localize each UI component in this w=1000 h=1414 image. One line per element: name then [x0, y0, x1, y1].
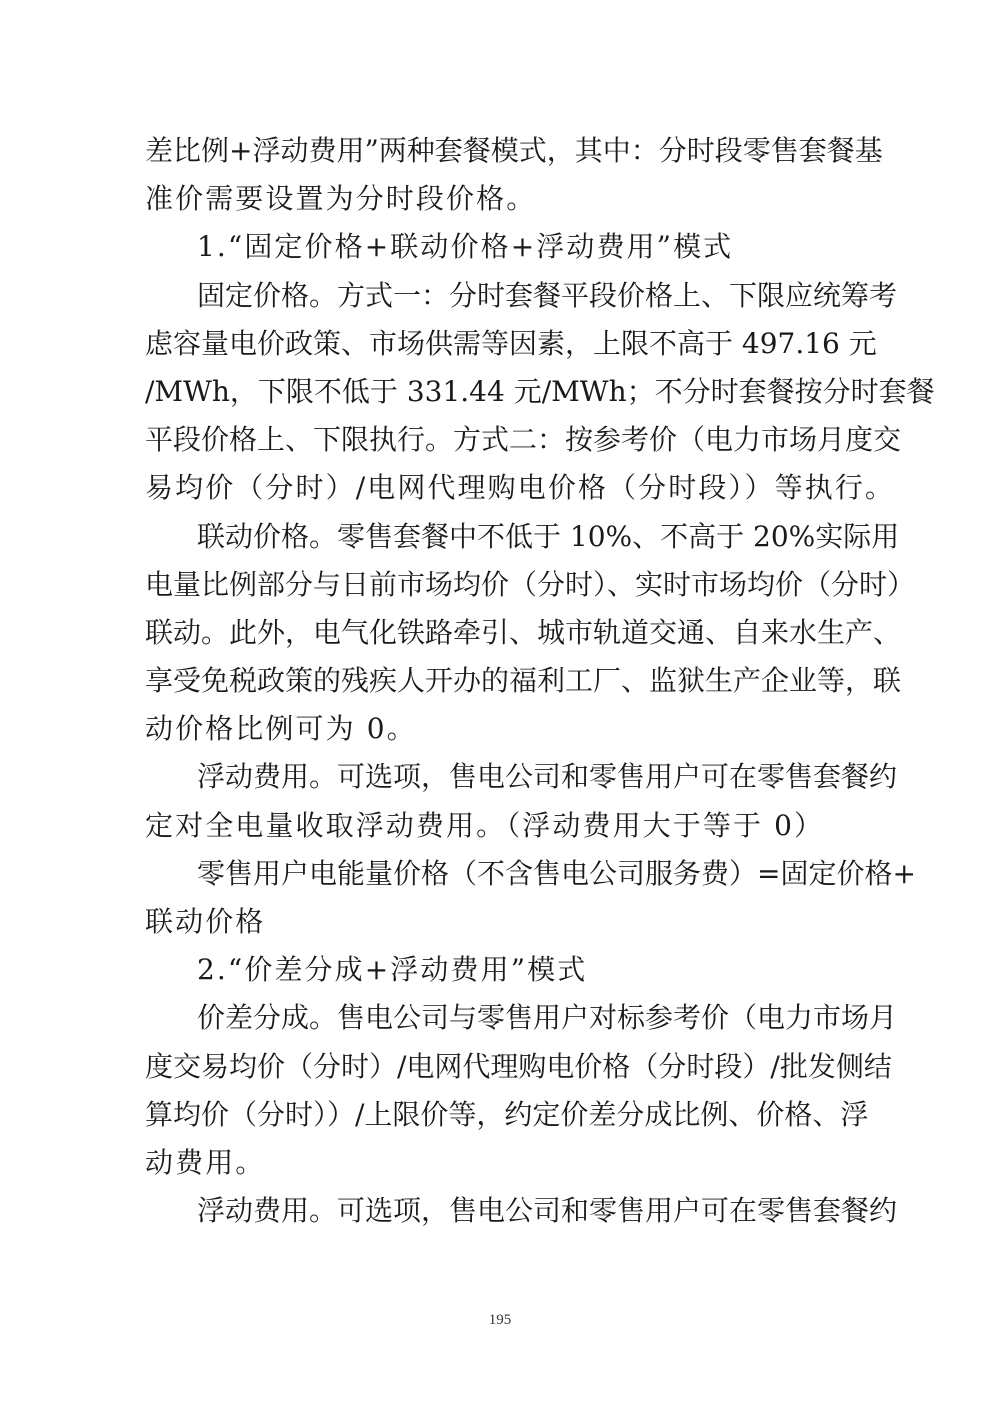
text-line: 动费用。: [145, 1145, 266, 1179]
text-line: 电量比例部分与日前市场均价（分时）、实时市场均价（分时）: [145, 567, 916, 601]
text-line: 准价需要设置为分时段价格。: [145, 182, 537, 216]
text-line: 浮动费用。可选项，售电公司和零售用户可在零售套餐约: [197, 1194, 898, 1228]
body-text: [145, 127, 935, 1235]
page-number: 195: [488, 1312, 512, 1328]
text-line: 浮动费用。可选项，售电公司和零售用户可在零售套餐约: [197, 760, 898, 794]
text-line: 联动价格。零售套餐中不低于 10%、不高于 20%实际用: [197, 519, 900, 553]
text-line: 固定价格。方式一：分时套餐平段价格上、下限应统筹考: [197, 278, 898, 312]
text-line: 动价格比例可为 0。: [145, 712, 417, 746]
section-heading: 2.“价差分成+浮动费用”模式: [197, 953, 588, 987]
text-line: 价差分成。售电公司与零售用户对标参考价（电力市场月: [197, 1001, 898, 1035]
text-line: 易均价（分时）/电网代理购电价格（分时段））等执行。: [145, 471, 896, 505]
text-line: 度交易均价（分时）/电网代理购电价格（分时段）/批发侧结: [145, 1049, 892, 1083]
text-line: 联动。此外，电气化铁路牵引、城市轨道交通、自来水生产、: [145, 615, 902, 649]
text-line: 享受免税政策的残疾人开办的福利工厂、监狱生产企业等，联: [145, 664, 902, 698]
section-heading: 1.“固定价格+联动价格+浮动费用”模式: [197, 230, 734, 264]
text-line: 零售用户电能量价格（不含售电公司服务费）=固定价格+: [197, 856, 916, 890]
text-line: 平段价格上、下限执行。方式二：按参考价（电力市场月度交: [145, 423, 902, 457]
text-line: 虑容量电价政策、市场供需等因素，上限不高于 497.16 元: [145, 326, 877, 360]
text-line: /MWh，下限不低于 331.44 元/MWh；不分时套餐按分时套餐: [145, 374, 935, 408]
text-line: 差比例+浮动费用”两种套餐模式，其中：分时段零售套餐基: [145, 134, 883, 167]
text-line: 定对全电量收取浮动费用。（浮动费用大于等于 0）: [145, 808, 825, 842]
text-line: 联动价格: [145, 905, 266, 938]
text-line: 算均价（分时））/上限价等，约定价差分成比例、价格、浮: [145, 1097, 869, 1131]
